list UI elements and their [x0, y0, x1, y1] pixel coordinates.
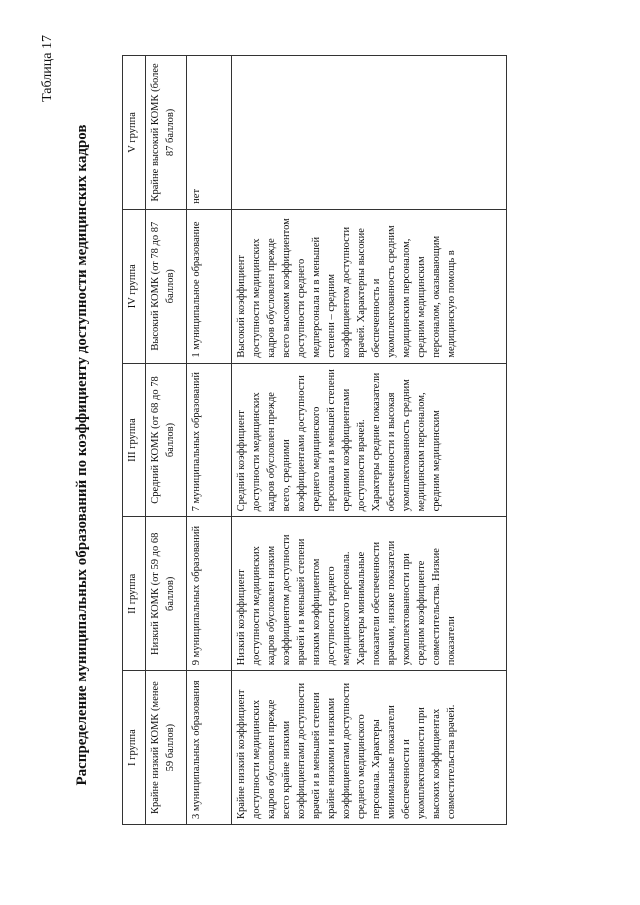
header-cell: II группа: [123, 517, 146, 671]
count-row: [187, 56, 232, 825]
header-cell: I группа: [123, 671, 146, 825]
header-cell: V группа: [123, 56, 146, 210]
count-cell: 7 муниципальных образований: [187, 363, 232, 517]
description-cell: Средний коэффициент доступности медицинских кадров обусловлен прежде всего, средними коэффициентами доступности среднего медицинского персонала и в меньшей степени средними коэффициентами доступности врачей. Характеры средние показатели обеспеченности и высокая укомплектованность средним медицинским персоналом, средним медицинским: [232, 363, 507, 517]
kind-cell: Крайне высокий КОМК (более 87 баллов): [146, 56, 187, 210]
count-cell: нет: [187, 56, 232, 210]
table-label: Таблица 17: [40, 35, 55, 102]
description-cell: Высокий коэффициент доступности медицинских кадров обусловлен прежде всего высоким коэффициентом доступности среднего медперсонала и в меньшей степени – средним коэффициентом доступности врачей. Характерны высокие обеспеченность и укомплектованность средним медицинским персоналом, средним медицинским персоналом, оказывающим медицинскую помощь в: [232, 209, 507, 363]
count-cell: 3 муниципальных образования: [187, 671, 232, 825]
kind-row: [146, 56, 187, 825]
kind-cell: Низкий КОМК (от 59 до 68 баллов): [146, 517, 187, 671]
header-row: [123, 56, 146, 825]
description-cell: Низкий коэффициент доступности медицинских кадров обусловлен низким коэффициентом доступности врачей и в меньшей степени низким коэффициентом доступности среднего медицинского персонала. Характеры минимальные показатели обеспеченности врачами, низкие показатели укомплектованности при средним коэффициенте совместительства. Низкие показатели: [232, 517, 507, 671]
description-cell: Крайне низкий коэффициент доступности медицинских кадров обусловлен прежде всего крайне низкими коэффициентами доступности врачей и в меньшей степени крайне низкими и низкими коэффициентами доступности среднего медицинского персонала. Характеры минимальные показатели обеспеченности и укомплектованности при высоких коэффициентах совместительства врачей.: [232, 671, 507, 825]
description-cell: [232, 56, 507, 210]
count-cell: 1 муниципальное образование: [187, 209, 232, 363]
kind-cell: Средний КОМК (от 68 до 78 баллов): [146, 363, 187, 517]
kind-cell: Высокий КОМК (от 78 до 87 баллов): [146, 209, 187, 363]
table-title: Распределение муниципальных образований по коэффициенту доступности медицинских кадров: [74, 124, 90, 786]
count-cell: 9 муниципальных образований: [187, 517, 232, 671]
groups-table: [122, 55, 507, 825]
header-cell: III группа: [123, 363, 146, 517]
kind-cell: Крайне низкий КОМК (менее 59 баллов): [146, 671, 187, 825]
description-row: [232, 56, 507, 825]
header-cell: IV группа: [123, 209, 146, 363]
